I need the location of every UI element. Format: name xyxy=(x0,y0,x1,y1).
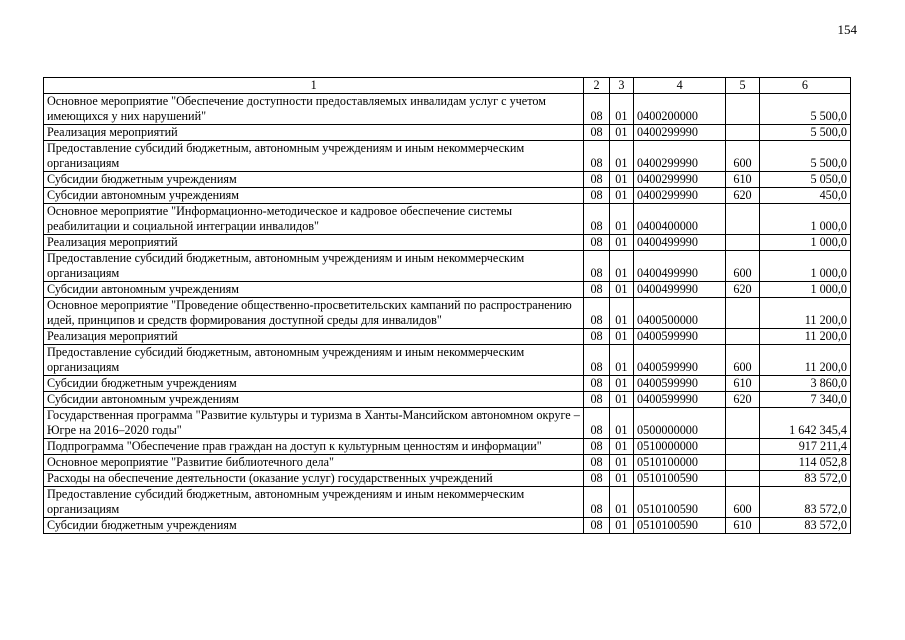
row-section-cell: 08 xyxy=(584,282,609,298)
row-subsection-cell: 01 xyxy=(609,471,633,487)
row-section-cell: 08 xyxy=(584,188,609,204)
row-expense-type-cell xyxy=(726,439,759,455)
row-expense-type-cell xyxy=(726,125,759,141)
row-subsection-cell: 01 xyxy=(609,125,633,141)
row-amount-cell: 83 572,0 xyxy=(759,487,850,518)
table-row xyxy=(44,298,851,329)
row-section-cell: 08 xyxy=(584,487,609,518)
row-name-cell: Субсидии автономным учреждениям xyxy=(44,392,584,408)
row-subsection-cell: 01 xyxy=(609,141,633,172)
row-amount-cell: 5 500,0 xyxy=(759,125,850,141)
column-header-amount: 6 xyxy=(759,78,850,94)
row-name-cell: Предоставление субсидий бюджетным, автономным учреждениям и иным некоммерческим организациям xyxy=(44,345,584,376)
row-amount-cell: 1 642 345,4 xyxy=(759,408,850,439)
row-section-cell: 08 xyxy=(584,94,609,125)
row-section-cell: 08 xyxy=(584,471,609,487)
row-target-item-cell: 0400499990 xyxy=(634,251,726,282)
row-subsection-cell: 01 xyxy=(609,235,633,251)
page-number: 154 xyxy=(837,22,857,37)
row-expense-type-cell xyxy=(726,408,759,439)
table-row xyxy=(44,141,851,172)
row-name-cell: Субсидии автономным учреждениям xyxy=(44,282,584,298)
row-name-cell: Государственная программа "Развитие культуры и туризма в Ханты-Мансийском автономном округе – Югре на 2016–2020 годы" xyxy=(44,408,584,439)
row-target-item-cell: 0400299990 xyxy=(634,141,726,172)
row-amount-cell: 1 000,0 xyxy=(759,235,850,251)
row-name-cell: Реализация мероприятий xyxy=(44,329,584,345)
row-expense-type-cell xyxy=(726,471,759,487)
row-target-item-cell: 0400299990 xyxy=(634,172,726,188)
row-target-item-cell: 0500000000 xyxy=(634,408,726,439)
row-subsection-cell: 01 xyxy=(609,439,633,455)
row-target-item-cell: 0510100590 xyxy=(634,471,726,487)
row-target-item-cell: 0510100000 xyxy=(634,455,726,471)
row-expense-type-cell: 600 xyxy=(726,251,759,282)
row-subsection-cell: 01 xyxy=(609,188,633,204)
row-target-item-cell: 0400599990 xyxy=(634,376,726,392)
row-name-cell: Субсидии бюджетным учреждениям xyxy=(44,172,584,188)
row-section-cell: 08 xyxy=(584,392,609,408)
row-expense-type-cell xyxy=(726,235,759,251)
column-header-section: 2 xyxy=(584,78,609,94)
row-subsection-cell: 01 xyxy=(609,518,633,534)
row-section-cell: 08 xyxy=(584,329,609,345)
row-name-cell: Предоставление субсидий бюджетным, автономным учреждениям и иным некоммерческим организациям xyxy=(44,251,584,282)
row-amount-cell: 5 500,0 xyxy=(759,141,850,172)
row-expense-type-cell xyxy=(726,329,759,345)
row-section-cell: 08 xyxy=(584,518,609,534)
row-section-cell: 08 xyxy=(584,455,609,471)
row-target-item-cell: 0400599990 xyxy=(634,392,726,408)
row-target-item-cell: 0400500000 xyxy=(634,298,726,329)
row-target-item-cell: 0510100590 xyxy=(634,487,726,518)
row-expense-type-cell: 610 xyxy=(726,172,759,188)
row-target-item-cell: 0400599990 xyxy=(634,345,726,376)
row-subsection-cell: 01 xyxy=(609,487,633,518)
row-subsection-cell: 01 xyxy=(609,408,633,439)
table-row xyxy=(44,125,851,141)
column-header-subsection: 3 xyxy=(609,78,633,94)
table-row xyxy=(44,345,851,376)
row-target-item-cell: 0400299990 xyxy=(634,188,726,204)
row-amount-cell: 5 500,0 xyxy=(759,94,850,125)
table-row xyxy=(44,188,851,204)
row-section-cell: 08 xyxy=(584,251,609,282)
row-expense-type-cell: 600 xyxy=(726,487,759,518)
row-amount-cell: 83 572,0 xyxy=(759,518,850,534)
column-header-name: 1 xyxy=(44,78,584,94)
row-subsection-cell: 01 xyxy=(609,392,633,408)
row-subsection-cell: 01 xyxy=(609,345,633,376)
row-name-cell: Подпрограмма "Обеспечение прав граждан на доступ к культурным ценностям и информации" xyxy=(44,439,584,455)
row-subsection-cell: 01 xyxy=(609,94,633,125)
table-row xyxy=(44,172,851,188)
row-expense-type-cell: 620 xyxy=(726,282,759,298)
row-section-cell: 08 xyxy=(584,204,609,235)
table-row xyxy=(44,94,851,125)
table-row xyxy=(44,487,851,518)
table-row xyxy=(44,376,851,392)
row-section-cell: 08 xyxy=(584,408,609,439)
row-amount-cell: 3 860,0 xyxy=(759,376,850,392)
row-name-cell: Основное мероприятие "Обеспечение доступности предоставляемых инвалидам услуг с учетом имеющихся у них нарушений" xyxy=(44,94,584,125)
row-subsection-cell: 01 xyxy=(609,204,633,235)
table-row xyxy=(44,518,851,534)
row-subsection-cell: 01 xyxy=(609,329,633,345)
column-header-expense-type: 5 xyxy=(726,78,759,94)
row-name-cell: Субсидии автономным учреждениям xyxy=(44,188,584,204)
row-amount-cell: 83 572,0 xyxy=(759,471,850,487)
table-row xyxy=(44,235,851,251)
row-expense-type-cell xyxy=(726,94,759,125)
budget-table xyxy=(43,77,851,534)
row-subsection-cell: 01 xyxy=(609,376,633,392)
row-section-cell: 08 xyxy=(584,141,609,172)
row-amount-cell: 1 000,0 xyxy=(759,282,850,298)
row-expense-type-cell: 610 xyxy=(726,518,759,534)
table-row xyxy=(44,408,851,439)
row-section-cell: 08 xyxy=(584,172,609,188)
row-expense-type-cell xyxy=(726,204,759,235)
row-name-cell: Основное мероприятие "Информационно-методическое и кадровое обеспечение системы реабилитации и социальной интеграции инвалидов" xyxy=(44,204,584,235)
row-expense-type-cell: 620 xyxy=(726,392,759,408)
row-subsection-cell: 01 xyxy=(609,282,633,298)
row-target-item-cell: 0400499990 xyxy=(634,282,726,298)
row-section-cell: 08 xyxy=(584,298,609,329)
row-name-cell: Основное мероприятие "Развитие библиотечного дела" xyxy=(44,455,584,471)
row-expense-type-cell: 600 xyxy=(726,141,759,172)
row-amount-cell: 7 340,0 xyxy=(759,392,850,408)
table-row xyxy=(44,392,851,408)
row-amount-cell: 450,0 xyxy=(759,188,850,204)
row-section-cell: 08 xyxy=(584,376,609,392)
table-row xyxy=(44,455,851,471)
table-row xyxy=(44,471,851,487)
table-row xyxy=(44,204,851,235)
row-amount-cell: 5 050,0 xyxy=(759,172,850,188)
row-target-item-cell: 0400200000 xyxy=(634,94,726,125)
table-row xyxy=(44,329,851,345)
row-subsection-cell: 01 xyxy=(609,251,633,282)
row-target-item-cell: 0400400000 xyxy=(634,204,726,235)
row-subsection-cell: 01 xyxy=(609,172,633,188)
row-amount-cell: 917 211,4 xyxy=(759,439,850,455)
table-body xyxy=(44,94,851,534)
row-amount-cell: 114 052,8 xyxy=(759,455,850,471)
row-expense-type-cell: 600 xyxy=(726,345,759,376)
row-name-cell: Предоставление субсидий бюджетным, автономным учреждениям и иным некоммерческим организациям xyxy=(44,487,584,518)
row-expense-type-cell xyxy=(726,455,759,471)
row-section-cell: 08 xyxy=(584,439,609,455)
row-name-cell: Основное мероприятие "Проведение общественно-просветительских кампаний по распространению идей, принципов и средств формирования доступной среды для инвалидов" xyxy=(44,298,584,329)
row-amount-cell: 11 200,0 xyxy=(759,345,850,376)
row-target-item-cell: 0510000000 xyxy=(634,439,726,455)
table-header-row xyxy=(44,78,851,94)
row-section-cell: 08 xyxy=(584,125,609,141)
column-header-target-item: 4 xyxy=(634,78,726,94)
row-subsection-cell: 01 xyxy=(609,298,633,329)
row-name-cell: Субсидии бюджетным учреждениям xyxy=(44,518,584,534)
row-expense-type-cell: 610 xyxy=(726,376,759,392)
row-name-cell: Реализация мероприятий xyxy=(44,125,584,141)
row-target-item-cell: 0400499990 xyxy=(634,235,726,251)
row-amount-cell: 11 200,0 xyxy=(759,298,850,329)
row-target-item-cell: 0510100590 xyxy=(634,518,726,534)
row-name-cell: Субсидии бюджетным учреждениям xyxy=(44,376,584,392)
row-target-item-cell: 0400599990 xyxy=(634,329,726,345)
row-amount-cell: 11 200,0 xyxy=(759,329,850,345)
row-expense-type-cell xyxy=(726,298,759,329)
row-target-item-cell: 0400299990 xyxy=(634,125,726,141)
row-name-cell: Предоставление субсидий бюджетным, автономным учреждениям и иным некоммерческим организациям xyxy=(44,141,584,172)
row-section-cell: 08 xyxy=(584,345,609,376)
row-amount-cell: 1 000,0 xyxy=(759,204,850,235)
table-row xyxy=(44,282,851,298)
row-name-cell: Реализация мероприятий xyxy=(44,235,584,251)
row-expense-type-cell: 620 xyxy=(726,188,759,204)
table-row xyxy=(44,439,851,455)
row-subsection-cell: 01 xyxy=(609,455,633,471)
table-row xyxy=(44,251,851,282)
row-name-cell: Расходы на обеспечение деятельности (оказание услуг) государственных учреждений xyxy=(44,471,584,487)
row-amount-cell: 1 000,0 xyxy=(759,251,850,282)
row-section-cell: 08 xyxy=(584,235,609,251)
